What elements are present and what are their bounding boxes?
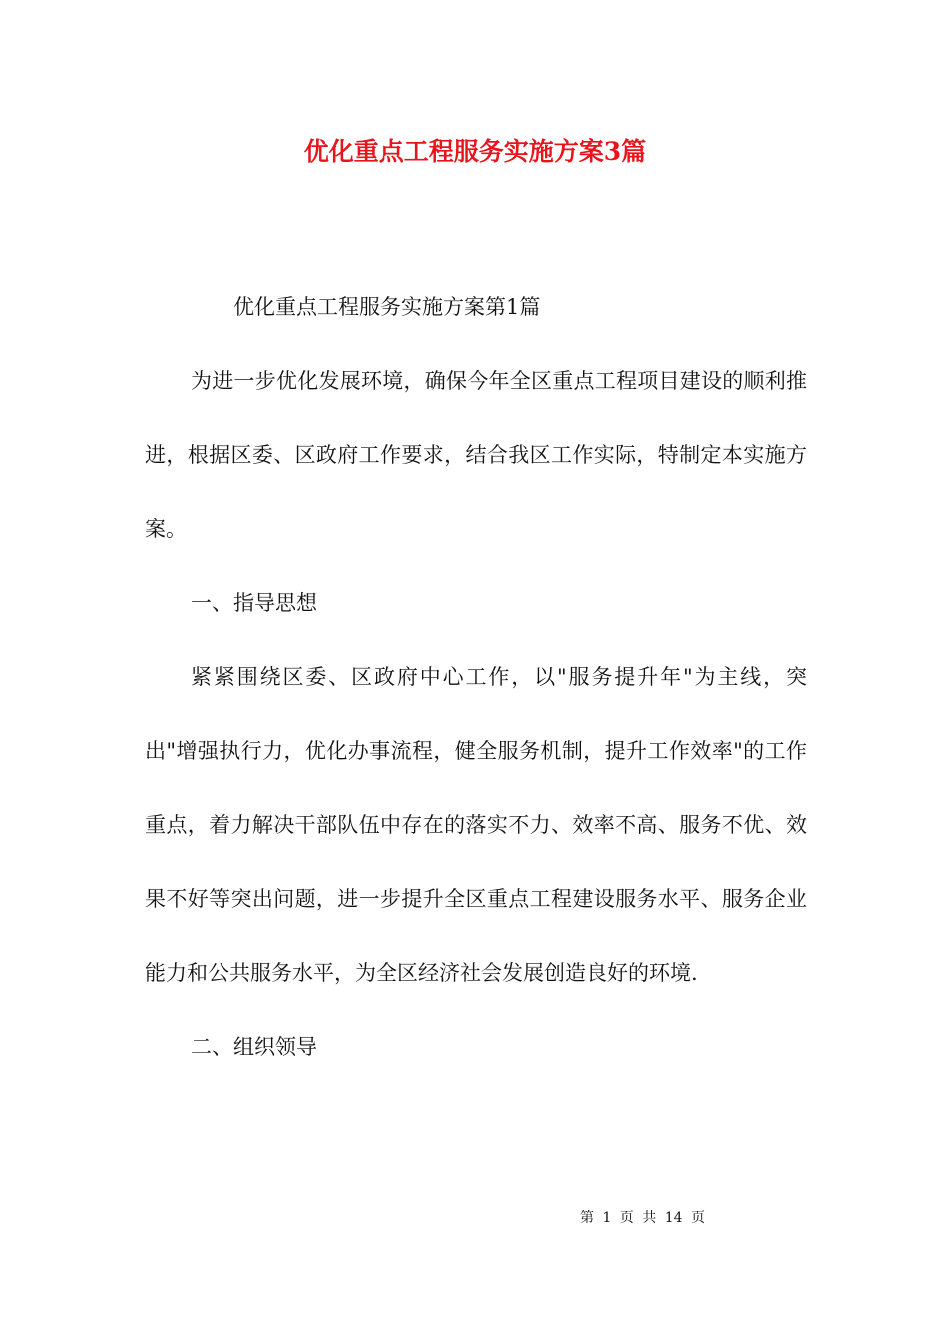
page-number-footer: 第 1 页 共 14 页 bbox=[580, 1210, 705, 1226]
paragraph-guiding-ideology: 紧紧围绕区委、区政府中心工作，以"服务提升年"为主线，突出"增强执行力，优化办事流程，健全服务机制，提升工作效率"的工作重点，着力解决干部队伍中存在的落实不力、效率不高、服务不优、效果不好等突出问题，进一步提升全区重点工程建设服务水平、服务企业能力和公共服务水平，为全区经济社会发展创造良好的环境. bbox=[145, 665, 807, 985]
document-title: 优化重点工程服务实施方案3篇 bbox=[303, 137, 647, 166]
paragraph-intro: 为进一步优化发展环境，确保今年全区重点工程项目建设的顺利推进，根据区委、区政府工作要求，结合我区工作实际，特制定本实施方案。 bbox=[145, 369, 807, 541]
document-body bbox=[145, 270, 807, 1084]
heading-guiding-ideology: 一、指导思想 bbox=[191, 591, 317, 615]
section-subtitle: 优化重点工程服务实施方案第1篇 bbox=[233, 295, 541, 319]
heading-organization-leadership: 二、组织领导 bbox=[191, 1035, 317, 1059]
